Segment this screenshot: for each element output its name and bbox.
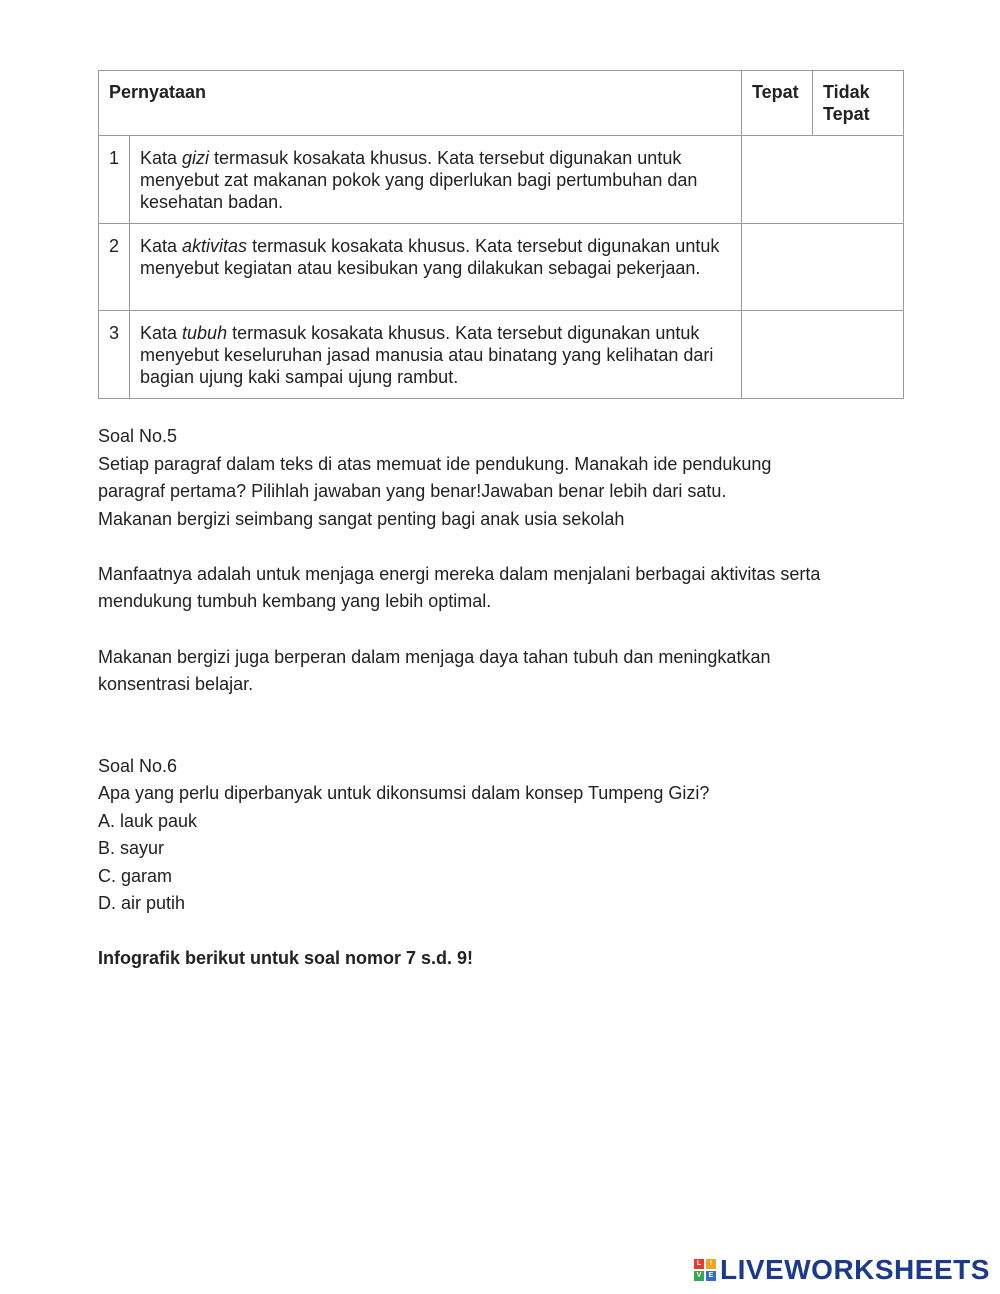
header-tepat: Tepat bbox=[742, 71, 813, 136]
soal6-option-a[interactable]: A. lauk pauk bbox=[98, 811, 198, 831]
table-row bbox=[99, 311, 904, 399]
table-row bbox=[99, 224, 904, 311]
row-number: 2 bbox=[99, 224, 130, 311]
statement-text: Kata tubuh termasuk kosakata khusus. Kata tersebut digunakan untuk menyebut keseluruhan jasad manusia atau binatang yang kelihatan dari bagian ujung kaki sampai ujung rambut. bbox=[130, 311, 742, 399]
soal6-option-c[interactable]: C. garam bbox=[98, 866, 173, 886]
soal6-title: Soal No.6 bbox=[98, 756, 178, 776]
statement-text: Kata gizi termasuk kosakata khusus. Kata tersebut digunakan untuk menyebut zat makanan pokok yang diperlukan bagi pertumbuhan dan kesehatan badan. bbox=[130, 136, 742, 224]
soal6-option-b[interactable]: B. sayur bbox=[98, 838, 165, 858]
logo-text: LIVEWORKSHEETS bbox=[720, 1254, 990, 1285]
answer-cell[interactable] bbox=[742, 136, 904, 224]
table-header-row bbox=[99, 71, 904, 136]
liveworksheets-logo bbox=[694, 1255, 990, 1285]
soal5-question-line1: Setiap paragraf dalam teks di atas memuat ide pendukung. Manakah ide pendukung bbox=[98, 454, 772, 474]
soal5-question-line2: paragraf pertama? Pilihlah jawaban yang benar!Jawaban benar lebih dari satu. bbox=[98, 481, 727, 501]
soal5-option-1[interactable]: Makanan bergizi seimbang sangat penting bagi anak usia sekolah bbox=[98, 509, 625, 529]
soal6-question: Apa yang perlu diperbanyak untuk dikonsumsi dalam konsep Tumpeng Gizi? bbox=[98, 783, 710, 803]
answer-cell[interactable] bbox=[742, 224, 904, 311]
soal5-option-3-line1[interactable]: Makanan bergizi juga berperan dalam menjaga daya tahan tubuh dan meningkatkan bbox=[98, 647, 771, 667]
soal5-option-2-line2[interactable]: mendukung tumbuh kembang yang lebih optimal. bbox=[98, 591, 492, 611]
statement-text: Kata aktivitas termasuk kosakata khusus. Kata tersebut digunakan untuk menyebut kegiatan atau kesibukan yang dilakukan sebagai pekerjaan. bbox=[130, 224, 742, 311]
logo-icon: L I V E bbox=[694, 1259, 716, 1281]
soal5-title: Soal No.5 bbox=[98, 426, 178, 446]
soal6-option-d[interactable]: D. air putih bbox=[98, 893, 186, 913]
answer-cell[interactable] bbox=[742, 311, 904, 399]
table-row bbox=[99, 136, 904, 224]
row-number: 3 bbox=[99, 311, 130, 399]
header-tidak-tepat: Tidak Tepat bbox=[813, 71, 904, 136]
header-pernyataan: Pernyataan bbox=[99, 71, 742, 136]
soal5-option-2-line1[interactable]: Manfaatnya adalah untuk menjaga energi mereka dalam menjalani berbagai aktivitas serta bbox=[98, 564, 821, 584]
infographic-note: Infografik berikut untuk soal nomor 7 s.d. 9! bbox=[98, 948, 474, 968]
row-number: 1 bbox=[99, 136, 130, 224]
statement-table bbox=[98, 70, 904, 399]
soal5-option-3-line2[interactable]: konsentrasi belajar. bbox=[98, 674, 254, 694]
